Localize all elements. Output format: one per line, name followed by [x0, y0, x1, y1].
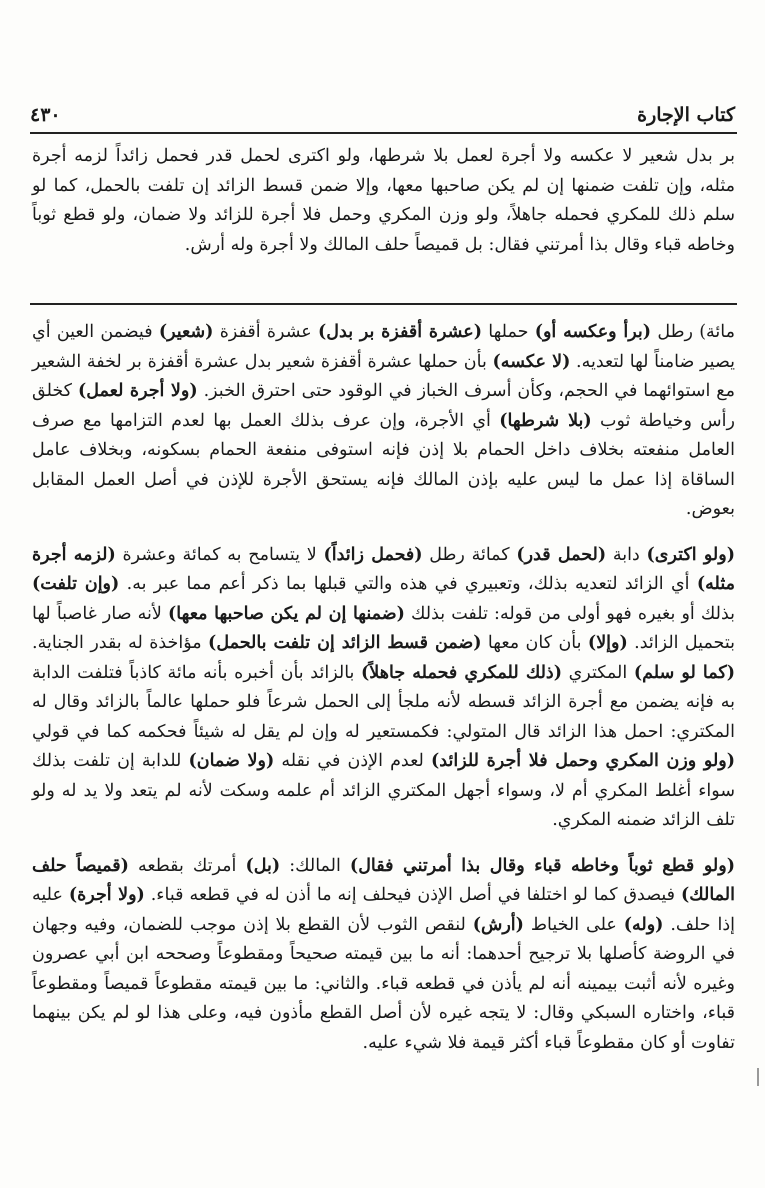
quoted-matn-phrase: (وله) [623, 914, 664, 935]
quoted-matn-phrase: (ذلك للمكري فحمله جاهلاً) [361, 662, 562, 683]
commentary-text: أي الزائد لتعديه بذلك، وتعبيري في هذه والتي قبلها بما ذكر أعم مما عبر به. [119, 574, 697, 594]
commentary-text: المكتري [561, 662, 634, 683]
sharh-paragraph [32, 541, 735, 836]
quoted-matn-phrase: (شعير) [158, 322, 214, 342]
commentary-text: لنقص الثوب لأن القطع بلا إذن موجب للضمان، وفيه وجهان في الروضة كأصلها بلا ترجيح أحدهما: أنه ما بين قيمته صحيحاً ومقطوعاً وصححه ابن أبي عصرون وغيره لأنه أثبت بيمينه أنه لم يأذن في قطعه قباء. والثاني: ما بين قيمته مقطوعاً قميصاً ومقطوعاً قباء، واختاره السبكي وقال: لا يتجه غيره لأن أصل القطع مأذون فيه، وعلى هذا لو لم يكن بينهما تفاوت أو كان مقطوعاً قباء أكثر قيمة فلا شيء عليه. [32, 914, 735, 1053]
commentary-text: كخلق رأس وخياطة ثوب [32, 381, 735, 431]
sharh-paragraph [32, 318, 735, 525]
sharh-paragraph [32, 852, 735, 1059]
commentary-text: مؤاخذة له بقدر الجناية. [32, 633, 209, 653]
commentary-text: حملها [482, 322, 535, 342]
commentary-text: عشرة أقفزة [213, 322, 319, 342]
header-rule [30, 132, 737, 134]
commentary-text: مائة) رطل [651, 322, 736, 342]
quoted-matn-phrase: (ولا أجرة لعمل) [77, 381, 198, 401]
quoted-matn-phrase: (لزمه أجرة مثله) [32, 544, 735, 594]
commentary-text: أي الأجرة، وإن عرف بذلك العمل بها لعدم التزامها مع صرف العامل منفعته بخلاف داخل الحمام بلا إذن فإنه استوفى منفعة الحمام بسكونه، وبخلاف عامل الساقاة إذا عمل ما ليس عليه بإذن المالك فإنه يستحق الأجرة للإذن في أصل العمل المقابل بعوض. [32, 410, 735, 519]
commentary-text: فيضمن العين أي يصير ضامناً لها لتعديه. [32, 322, 736, 372]
quoted-matn-phrase: (عشرة أقفزة بر بدل) [318, 322, 483, 342]
quoted-matn-phrase: (قميصاً حلف المالك) [32, 855, 735, 905]
quoted-matn-phrase: (ولو وزن المكري وحمل فلا أجرة للزائد) [431, 751, 736, 771]
commentary-text: بأن كان معها [481, 633, 588, 653]
sharh-commentary [32, 318, 735, 1074]
quoted-matn-phrase: (وإلا) [587, 633, 628, 653]
commentary-text: لا يتسامح به كمائة وعشرة [115, 544, 324, 565]
matn-text: بر بدل شعير لا عكسه ولا أجرة لعمل بلا شرطها، ولو اكترى لحمل قدر فحمل زائداً لزمه أجرة مثله، وإن تلفت ضمنها إن لم يكن صاحبها معها، وإلا ضمن قسط الزائد إن تلفت بالحمل، كما لو سلم ذلك للمكري فحمله جاهلاً، ولو وزن المكري وحمل فلا أجرة للزائد ولا ضمان، ولو قطع ثوباً وخاطه قباء وقال بذا أمرتني فقال: بل قميصاً حلف المالك ولا أجرة وله أرش. [32, 146, 735, 255]
commentary-text: فيصدق كما لو اختلفا في أصل الإذن فيحلف إنه ما أذن له في قطعه قباء. [144, 885, 681, 905]
quoted-matn-phrase: (فحمل زائداً) [323, 544, 423, 565]
commentary-text: بالزائد بأن أخبره بأنه مائة كاذباً فتلفت الدابة به فإنه يضمن مع أجرة الزائد قسطه لأنه ملجأ إلى الحمل شرعاً فلو حملها عالماً بالزائد وقال له المكتري: احمل هذا الزائد قال المتولي: فكمستعير له وإن لم يقل له شيئاً فحكمه كما في قولي [32, 662, 735, 742]
commentary-text: المالك: [280, 855, 350, 876]
quoted-matn-phrase: (برأ وعكسه أو) [534, 322, 652, 342]
commentary-text: لعدم الإذن في نقله [274, 751, 431, 771]
matn-sharh-divider [30, 303, 737, 305]
quoted-matn-phrase: (وإن تلفت) [32, 574, 120, 594]
quoted-matn-phrase: (أرش) [472, 914, 524, 935]
commentary-text: بذلك أو بغيره فهو أولى من قوله: تلفت بذلك [404, 603, 735, 624]
quoted-matn-phrase: (لا عكسه) [492, 351, 571, 372]
quoted-matn-phrase: (ولا ضمان) [188, 751, 275, 771]
quoted-matn-phrase: (بل) [245, 855, 281, 876]
commentary-text: أمرتك بقطعه [128, 855, 246, 876]
margin-mark [757, 1068, 759, 1086]
commentary-text: كمائة رطل [422, 544, 517, 565]
commentary-text: لأنه صار غاصباً لها بتحميل الزائد. [32, 603, 736, 653]
commentary-text: على الخياط [523, 914, 624, 935]
quoted-matn-phrase: (لحمل قدر) [516, 544, 607, 565]
running-title: كتاب الإجارة [637, 104, 735, 126]
commentary-text: بأن حملها عشرة أقفزة شعير بدل عشرة أقفزة بر لخفة الشعير مع استوائهما في الحجم، وكأن أسرف الخباز في الوقود حتى احترق الخبز. [32, 351, 735, 401]
commentary-text: دابة [606, 544, 647, 565]
quoted-matn-phrase: (ولو قطع ثوباً وخاطه قباء وقال بذا أمرتني فقال) [349, 855, 735, 876]
quoted-matn-phrase: (ولو اكترى) [646, 544, 735, 565]
quoted-matn-phrase: (ولا أجرة) [68, 885, 145, 905]
commentary-text: للدابة إن تلفت بذلك سواء أغلط المكري أم لا، وسواء أجهل المكتري الزائد أم علمه وسكت لأنه لم يتعد ولا يد له ولو تلف الزائد ضمنه المكري. [32, 751, 735, 830]
quoted-matn-phrase: (ضمن قسط الزائد إن تلفت بالحمل) [208, 633, 482, 653]
quoted-matn-phrase: (ضمنها إن لم يكن صاحبها معها) [168, 603, 405, 624]
quoted-matn-phrase: (بلا شرطها) [499, 410, 592, 431]
page-number: ٤٣٠ [30, 104, 61, 126]
page-header [30, 94, 735, 126]
quoted-matn-phrase: (كما لو سلم) [633, 662, 735, 683]
commentary-text: عليه إذا حلف. [32, 885, 735, 935]
